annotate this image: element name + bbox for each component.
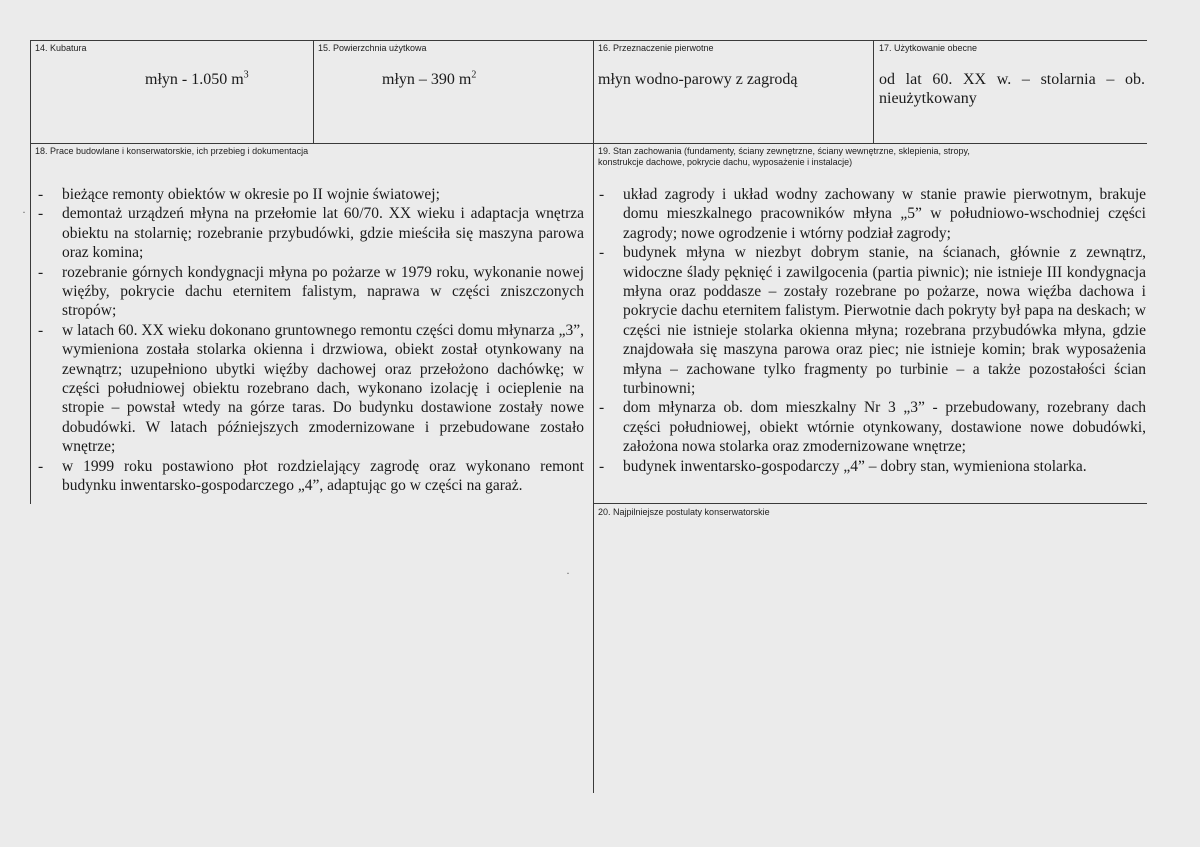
scan-speck: · [566, 566, 570, 580]
list-item: - w latach 60. XX wieku dokonano gruntownego remontu części domu młynarza „3”, wymieniona została stolarka okienna i drzwiowa, obiekt został otynkowany na zewnątrz; uzupełniono ubytki więźby dachowej oraz przełożono dachówkę; w części południowej obiektu rozebrano dach, wykonano izolację i ocieplenie na stropie – powstał wtedy na górze taras. Do budynku dostawione zostały nowe dobudówki. W latach późniejszych zmodernizowane i przebudowane zostało wnętrze; [35, 321, 584, 457]
col-divider-center [593, 40, 594, 793]
list-item: - budynek inwentarsko-gospodarczy „4” – dobry stan, wymieniona stolarka. [596, 457, 1146, 476]
list-item: - rozebranie górnych kondygnacji młyna po pożarze w 1979 roku, wykonanie nowej więźby, pokrycie dachu eternitem falistym, naprawa w części zniszczonych stropów; [35, 263, 584, 321]
list-item: - bieżące remonty obiektów w okresie po II wojnie światowej; [35, 185, 584, 204]
section20-divider [593, 503, 1147, 504]
scan-speck: · [22, 205, 26, 219]
uzytkowanie-value-line2: nieużytkowany [879, 90, 977, 107]
przeznaczenie-caption: 16. Przeznaczenie pierwotne [598, 43, 714, 53]
section18-list [35, 185, 584, 496]
col-divider-3 [873, 40, 874, 144]
section20-caption: 20. Najpilniejsze postulaty konserwatorskie [598, 507, 770, 517]
section19-caption-line2: konstrukcje dachowe, pokrycie dachu, wyposażenie i instalacje) [598, 157, 853, 167]
uzytkowanie-caption: 17. Użytkowanie obecne [879, 43, 978, 53]
list-item: - demontaż urządzeń młyna na przełomie lat 60/70. XX wieku i adaptacja wnętrza obiektu na stolarnię; rozebranie przybudówki, gdzie mieściła się maszyna parowa oraz komina; [35, 204, 584, 262]
przeznaczenie-value: młyn wodno-parowy z zagrodą [598, 71, 798, 88]
powierzchnia-value: młyn – 390 $m^2$ [382, 69, 477, 88]
section19-caption-line1: 19. Stan zachowania (fundamenty, ściany zewnętrzne, ściany wewnętrzne, sklepienia, stropy, [598, 146, 970, 156]
list-item: - dom młynarza ob. dom mieszkalny Nr 3 „3” - przebudowany, rozebrany dach części południowej, obiekt wtórnie otynkowany, dostawione nowe dobudówki, założona nowa stolarka oraz zmodernizowane wnętrze; [596, 398, 1146, 456]
kubatura-caption: 14. Kubatura [35, 43, 87, 53]
uzytkowanie-value-line1: od lat 60. XX w. – stolarnia – ob. [879, 71, 1145, 88]
list-item: - układ zagrody i układ wodny zachowany w stanie prawie pierwotnym, brakuje domu mieszkalnego pracowników młyna „5” w południowo-wschodniej części zagrody; nowe ogrodzenie i wtórny podział zagrody; [596, 185, 1146, 243]
list-item: - w 1999 roku postawiono płot rozdzielający zagrodę oraz wykonano remont budynku inwentarsko-gospodarczego „4”, adaptując go w części na garaż. [35, 457, 584, 496]
list-item: - budynek młyna w niezbyt dobrym stanie, na ścianach, głównie z zewnątrz, widoczne ślady pęknięć i zawilgocenia (partia piwnic); nie istnieje III kondygnacja młyna oraz poddasze – zostały rozebrane po pożarze, nowa więźba dachowa i pokrycie dachu eternitem falistym. Pierwotnie dach pokryty był papa na deskach; w części nie istnieje stolarka okienna młyna; rozebrana przybudówka młyna, gdzie znajdowała się maszyna parowa oraz piec; nie istnieje komin; brak wyposażenia młyna – zachowane tylko fragmenty po turbinie – a także pozostałości ścian turbinowni; [596, 243, 1146, 398]
col-divider-1 [313, 40, 314, 144]
section19-list [596, 185, 1146, 476]
kubatura-value: młyn - 1.050 $m^3$ [145, 69, 249, 88]
left-border [30, 40, 31, 504]
section18-caption: 18. Prace budowlane i konserwatorskie, ich przebieg i dokumentacja [35, 146, 309, 156]
top-border [30, 40, 1147, 41]
powierzchnia-caption: 15. Powierzchnia użytkowa [318, 43, 427, 53]
row-divider [30, 143, 1147, 144]
